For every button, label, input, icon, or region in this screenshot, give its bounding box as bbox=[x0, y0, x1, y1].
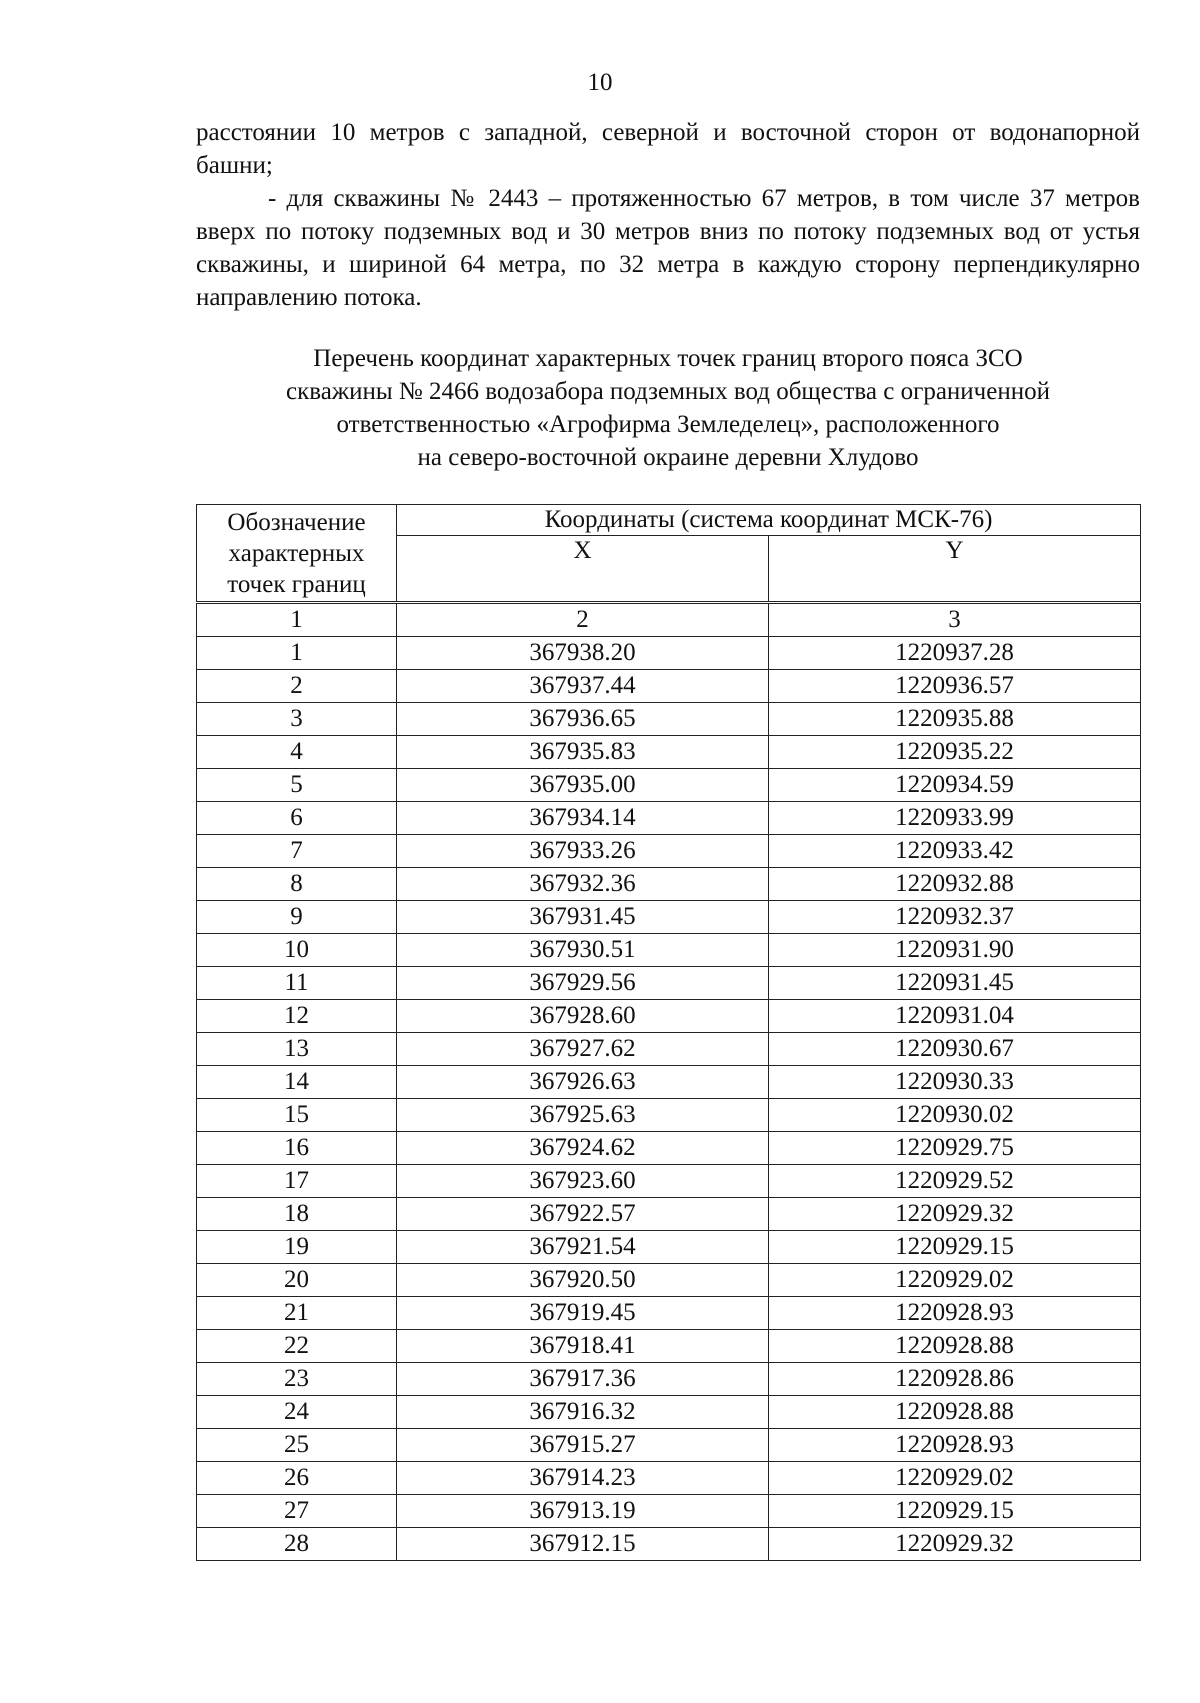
column-number: 2 bbox=[397, 603, 769, 637]
point-number-cell: 9 bbox=[197, 901, 397, 934]
table-row bbox=[197, 835, 1141, 868]
y-coordinate-cell: 1220937.28 bbox=[769, 637, 1141, 670]
x-coordinate-cell: 367916.32 bbox=[397, 1396, 769, 1429]
y-coordinate-cell: 1220931.04 bbox=[769, 1000, 1141, 1033]
table-row bbox=[197, 1429, 1141, 1462]
x-coordinate-cell: 367922.57 bbox=[397, 1198, 769, 1231]
y-coordinate-cell: 1220929.32 bbox=[769, 1528, 1141, 1561]
point-number-cell: 10 bbox=[197, 934, 397, 967]
y-coordinate-cell: 1220928.88 bbox=[769, 1396, 1141, 1429]
x-coordinate-cell: 367917.36 bbox=[397, 1363, 769, 1396]
column-number-row bbox=[197, 603, 1141, 637]
x-coordinate-cell: 367913.19 bbox=[397, 1495, 769, 1528]
y-coordinate-cell: 1220929.02 bbox=[769, 1264, 1141, 1297]
y-coordinate-cell: 1220929.15 bbox=[769, 1231, 1141, 1264]
table-row bbox=[197, 736, 1141, 769]
point-number-cell: 8 bbox=[197, 868, 397, 901]
y-coordinate-cell: 1220930.02 bbox=[769, 1099, 1141, 1132]
x-coordinate-cell: 367938.20 bbox=[397, 637, 769, 670]
point-number-cell: 5 bbox=[197, 769, 397, 802]
y-coordinate-cell: 1220930.33 bbox=[769, 1066, 1141, 1099]
point-number-cell: 11 bbox=[197, 967, 397, 1000]
x-coordinate-cell: 367935.83 bbox=[397, 736, 769, 769]
paragraph-continuation: расстоянии 10 метров с западной, северной и восточной сторон от водонапорной башни; bbox=[196, 119, 1140, 179]
y-coordinate-cell: 1220928.93 bbox=[769, 1429, 1141, 1462]
table-row bbox=[197, 1033, 1141, 1066]
y-coordinate-cell: 1220929.52 bbox=[769, 1165, 1141, 1198]
y-coordinate-cell: 1220936.57 bbox=[769, 670, 1141, 703]
y-coordinate-cell: 1220928.86 bbox=[769, 1363, 1141, 1396]
x-coordinate-cell: 367921.54 bbox=[397, 1231, 769, 1264]
table-row bbox=[197, 1231, 1141, 1264]
point-number-cell: 24 bbox=[197, 1396, 397, 1429]
table-row bbox=[197, 802, 1141, 835]
x-coordinate-cell: 367936.65 bbox=[397, 703, 769, 736]
table-row bbox=[197, 1099, 1141, 1132]
caption-line: скважины № 2466 водозабора подземных вод общества с ограниченной bbox=[286, 378, 1050, 405]
x-coordinate-cell: 367924.62 bbox=[397, 1132, 769, 1165]
y-coordinate-cell: 1220929.15 bbox=[769, 1495, 1141, 1528]
table-row bbox=[197, 703, 1141, 736]
paragraph-well-2443: - для скважины № 2443 – протяженностью 67 метров, в том числе 37 метров вверх по потоку подземных вод и 30 метров вниз по потоку подземных вод от устья скважины, и шириной 64 метра, по 32 метра в каждую сторону перпендикулярно направлению потока. bbox=[196, 185, 1140, 311]
point-number-cell: 26 bbox=[197, 1462, 397, 1495]
x-coordinate-cell: 367933.26 bbox=[397, 835, 769, 868]
table-row bbox=[197, 1198, 1141, 1231]
page-number: 10 bbox=[587, 69, 613, 96]
y-coordinate-cell: 1220929.32 bbox=[769, 1198, 1141, 1231]
header-coordinates-system: Координаты (система координат МСК-76) bbox=[397, 505, 1141, 536]
x-coordinate-cell: 367919.45 bbox=[397, 1297, 769, 1330]
y-coordinate-cell: 1220930.67 bbox=[769, 1033, 1141, 1066]
y-coordinate-cell: 1220928.93 bbox=[769, 1297, 1141, 1330]
header-point-designation: Обозначение характерных точек границ bbox=[197, 505, 397, 603]
point-number-cell: 15 bbox=[197, 1099, 397, 1132]
table-row bbox=[197, 901, 1141, 934]
table-caption bbox=[196, 342, 1140, 474]
table-body bbox=[197, 603, 1141, 1561]
point-number-cell: 12 bbox=[197, 1000, 397, 1033]
table-row bbox=[197, 1066, 1141, 1099]
y-coordinate-cell: 1220929.75 bbox=[769, 1132, 1141, 1165]
point-number-cell: 19 bbox=[197, 1231, 397, 1264]
x-coordinate-cell: 367927.62 bbox=[397, 1033, 769, 1066]
header-x: X bbox=[397, 535, 769, 602]
caption-line: на северо-восточной окраине деревни Хлудово bbox=[417, 444, 919, 471]
point-number-cell: 13 bbox=[197, 1033, 397, 1066]
point-number-cell: 23 bbox=[197, 1363, 397, 1396]
table-row bbox=[197, 1396, 1141, 1429]
x-coordinate-cell: 367935.00 bbox=[397, 769, 769, 802]
x-coordinate-cell: 367920.50 bbox=[397, 1264, 769, 1297]
y-coordinate-cell: 1220929.02 bbox=[769, 1462, 1141, 1495]
point-number-cell: 1 bbox=[197, 637, 397, 670]
x-coordinate-cell: 367929.56 bbox=[397, 967, 769, 1000]
table-row bbox=[197, 769, 1141, 802]
table-row bbox=[197, 1165, 1141, 1198]
x-coordinate-cell: 367914.23 bbox=[397, 1462, 769, 1495]
table-row bbox=[197, 1363, 1141, 1396]
point-number-cell: 18 bbox=[197, 1198, 397, 1231]
point-number-cell: 2 bbox=[197, 670, 397, 703]
x-coordinate-cell: 367931.45 bbox=[397, 901, 769, 934]
table-row bbox=[197, 1528, 1141, 1561]
y-coordinate-cell: 1220935.22 bbox=[769, 736, 1141, 769]
column-number: 3 bbox=[769, 603, 1141, 637]
x-coordinate-cell: 367915.27 bbox=[397, 1429, 769, 1462]
y-coordinate-cell: 1220931.90 bbox=[769, 934, 1141, 967]
table-row bbox=[197, 967, 1141, 1000]
x-coordinate-cell: 367918.41 bbox=[397, 1330, 769, 1363]
table-row bbox=[197, 637, 1141, 670]
point-number-cell: 28 bbox=[197, 1528, 397, 1561]
table-row bbox=[197, 1264, 1141, 1297]
table-row bbox=[197, 1132, 1141, 1165]
table-row bbox=[197, 1000, 1141, 1033]
y-coordinate-cell: 1220933.42 bbox=[769, 835, 1141, 868]
y-coordinate-cell: 1220928.88 bbox=[769, 1330, 1141, 1363]
y-coordinate-cell: 1220935.88 bbox=[769, 703, 1141, 736]
point-number-cell: 25 bbox=[197, 1429, 397, 1462]
header-y: Y bbox=[769, 535, 1141, 602]
table-row bbox=[197, 1495, 1141, 1528]
x-coordinate-cell: 367928.60 bbox=[397, 1000, 769, 1033]
y-coordinate-cell: 1220934.59 bbox=[769, 769, 1141, 802]
point-number-cell: 22 bbox=[197, 1330, 397, 1363]
y-coordinate-cell: 1220933.99 bbox=[769, 802, 1141, 835]
point-number-cell: 21 bbox=[197, 1297, 397, 1330]
x-coordinate-cell: 367923.60 bbox=[397, 1165, 769, 1198]
table-row bbox=[197, 1297, 1141, 1330]
body-text bbox=[196, 116, 1140, 314]
point-number-cell: 14 bbox=[197, 1066, 397, 1099]
column-number: 1 bbox=[197, 603, 397, 637]
point-number-cell: 7 bbox=[197, 835, 397, 868]
caption-line: ответственностью «Агрофирма Земледелец», расположенного bbox=[336, 411, 1000, 438]
x-coordinate-cell: 367937.44 bbox=[397, 670, 769, 703]
coordinates-table bbox=[196, 504, 1141, 1561]
point-number-cell: 16 bbox=[197, 1132, 397, 1165]
y-coordinate-cell: 1220931.45 bbox=[769, 967, 1141, 1000]
table-row bbox=[197, 1462, 1141, 1495]
x-coordinate-cell: 367912.15 bbox=[397, 1528, 769, 1561]
caption-line: Перечень координат характерных точек границ второго пояса ЗСО bbox=[313, 345, 1023, 372]
point-number-cell: 3 bbox=[197, 703, 397, 736]
point-number-cell: 20 bbox=[197, 1264, 397, 1297]
table-header bbox=[197, 505, 1141, 603]
point-number-cell: 4 bbox=[197, 736, 397, 769]
x-coordinate-cell: 367934.14 bbox=[397, 802, 769, 835]
x-coordinate-cell: 367930.51 bbox=[397, 934, 769, 967]
x-coordinate-cell: 367932.36 bbox=[397, 868, 769, 901]
point-number-cell: 17 bbox=[197, 1165, 397, 1198]
table-row bbox=[197, 868, 1141, 901]
x-coordinate-cell: 367925.63 bbox=[397, 1099, 769, 1132]
y-coordinate-cell: 1220932.88 bbox=[769, 868, 1141, 901]
table-row bbox=[197, 1330, 1141, 1363]
x-coordinate-cell: 367926.63 bbox=[397, 1066, 769, 1099]
point-number-cell: 27 bbox=[197, 1495, 397, 1528]
table-row bbox=[197, 934, 1141, 967]
point-number-cell: 6 bbox=[197, 802, 397, 835]
table-row bbox=[197, 670, 1141, 703]
y-coordinate-cell: 1220932.37 bbox=[769, 901, 1141, 934]
